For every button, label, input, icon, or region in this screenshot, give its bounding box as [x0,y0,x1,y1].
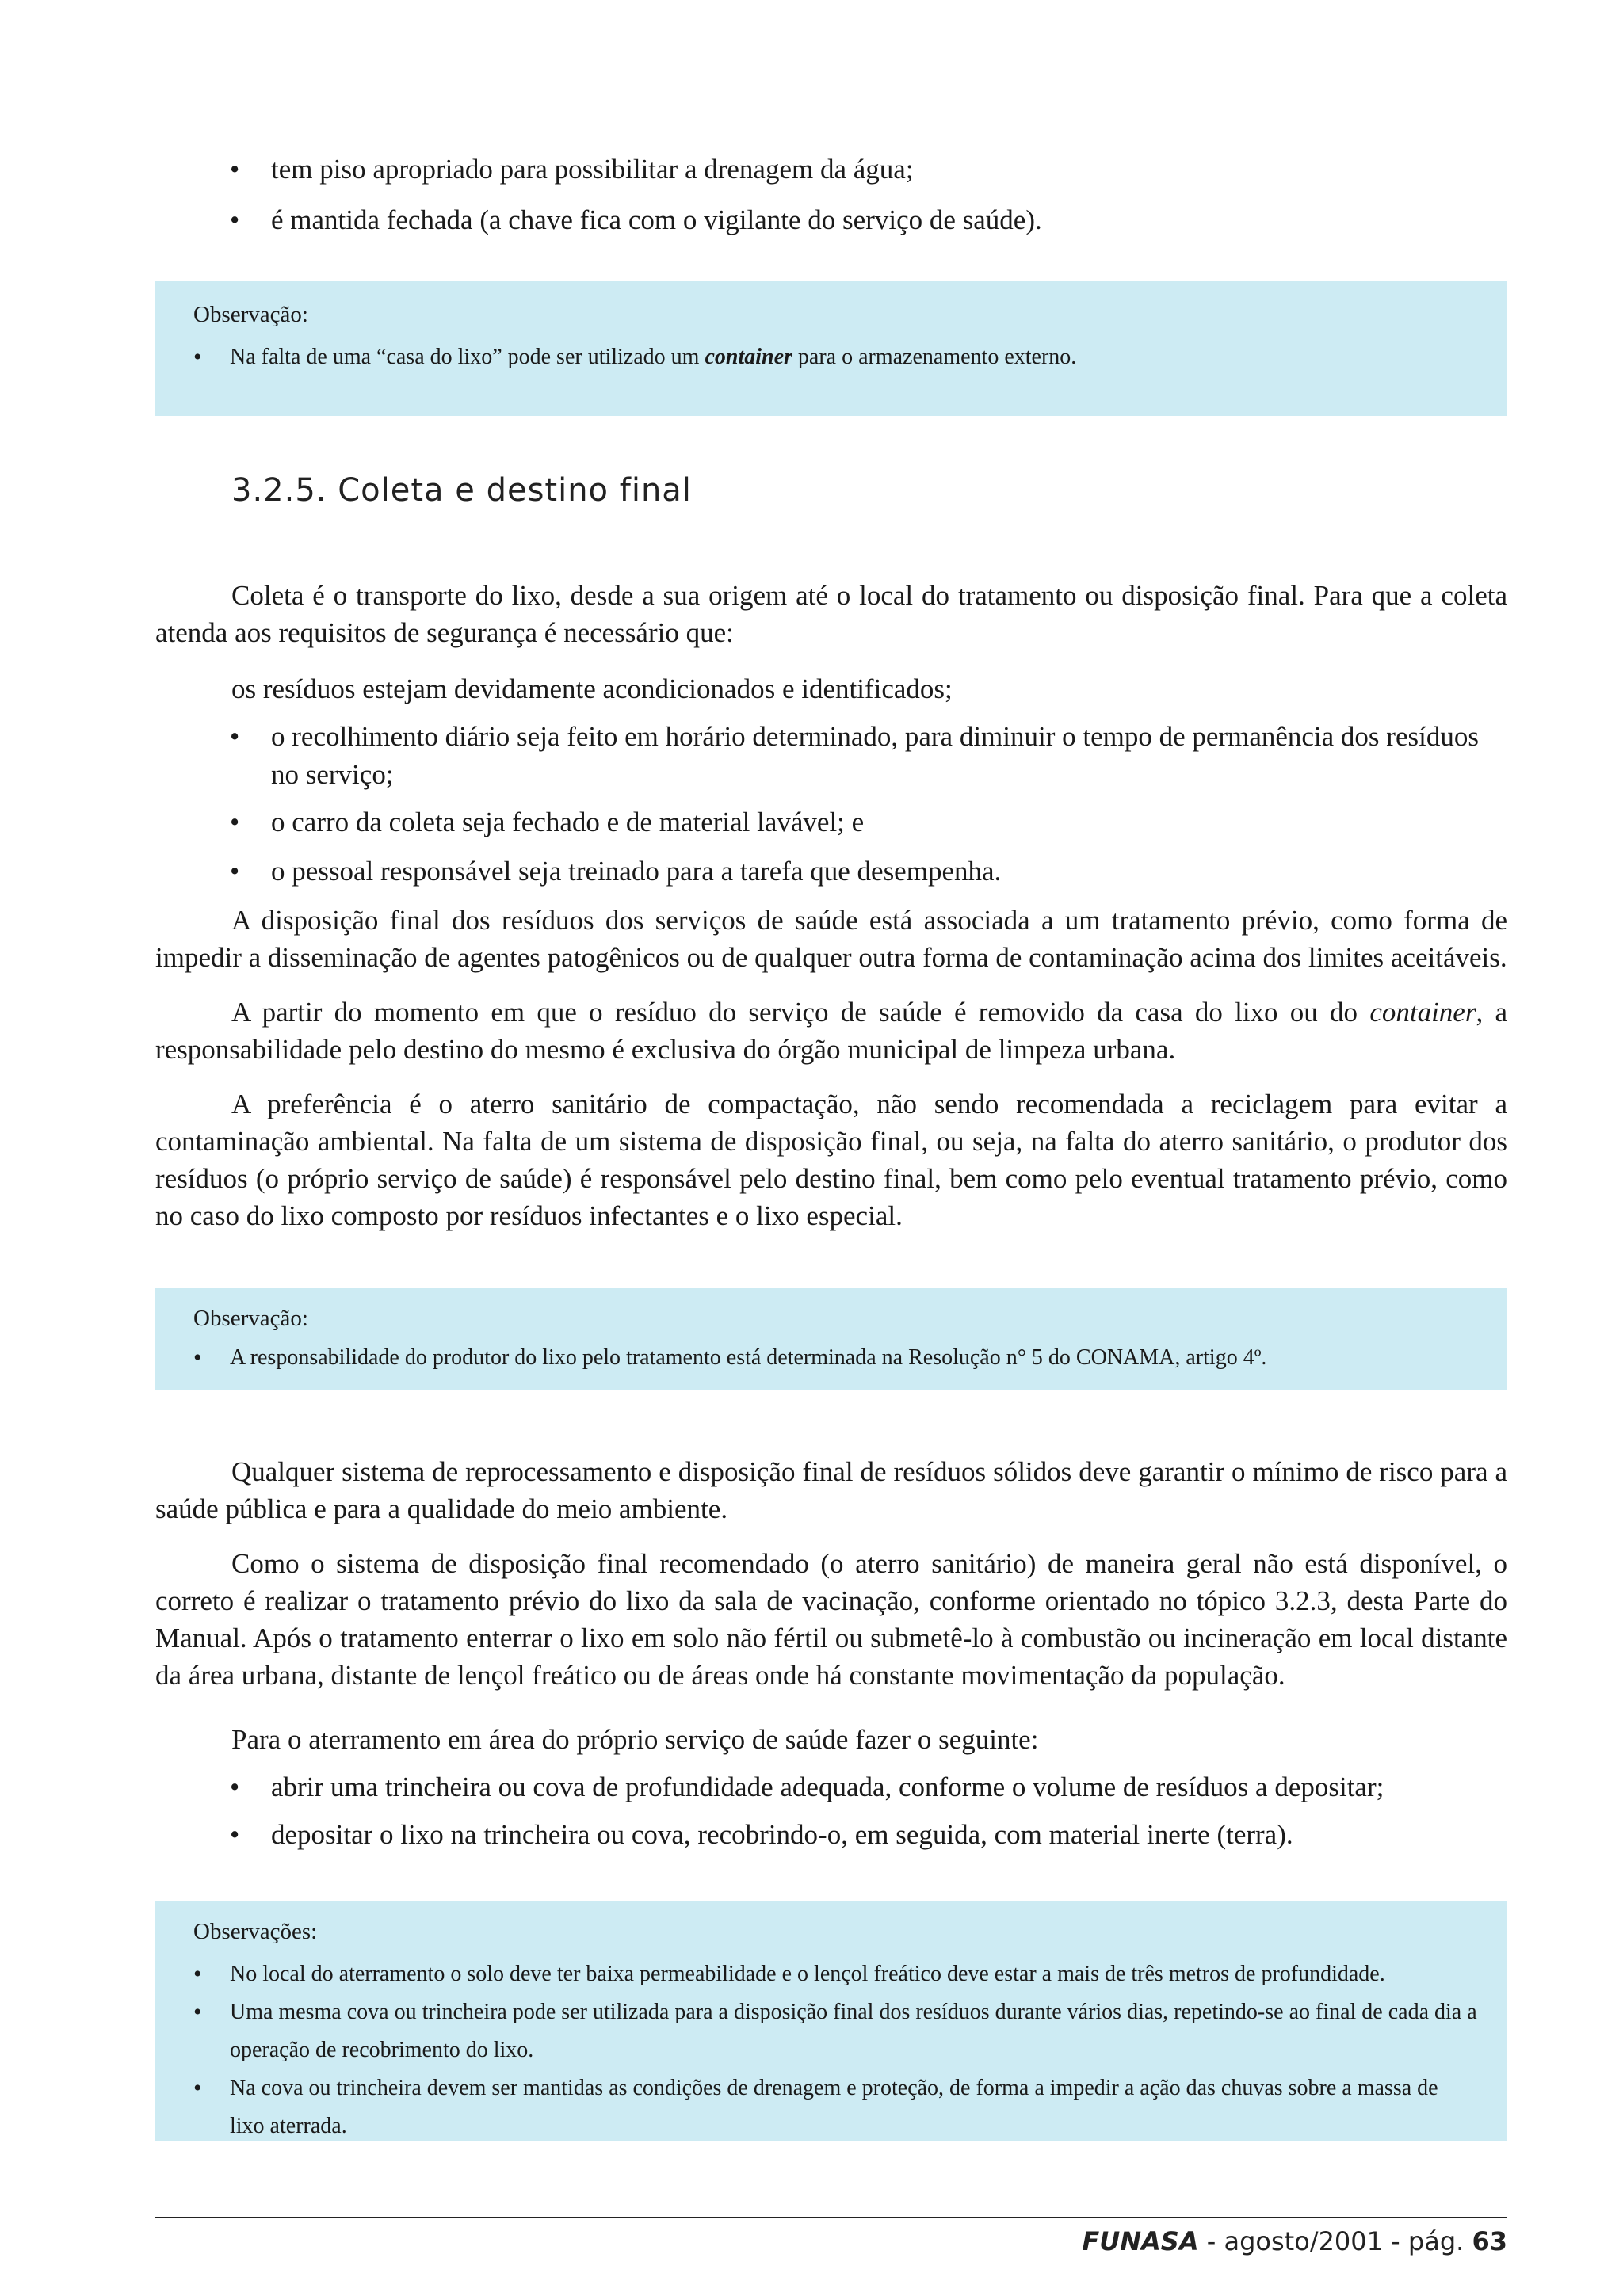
observation-item [193,338,1477,376]
bullet-icon: • [193,1344,202,1371]
bullet-icon: • [230,1819,240,1850]
list-item [230,1768,1506,1806]
observation-item-text: A responsabilidade do produtor do lixo pelo tratamento está determinada na Resolução n° 5 do CONAMA, artigo 4º. [230,1345,1267,1370]
bullet-icon: • [230,154,240,185]
list-intro: os resíduos estejam devidamente acondicionados e identificados; [231,673,953,704]
page-footer [1082,2226,1507,2256]
bullet-icon: • [230,1772,240,1802]
observation-title: Observação: [193,1306,308,1331]
observation-item [193,1955,1477,1993]
bullet-icon: • [193,1961,202,1987]
list-item-text: o recolhimento diário seja feito em horário determinado, para diminuir o tempo de permanência dos resíduos no serviço; [271,721,1479,790]
observation-item-text: No local do aterramento o solo deve ter baixa permeabilidade e o lençol freático deve estar a mais de três metros de profundidade. [230,1962,1385,1986]
list-item [230,718,1506,794]
list-item-text: abrir uma trincheira ou cova de profundidade adequada, conforme o volume de resíduos a depositar; [271,1772,1384,1802]
section-title: 3.2.5. Coleta e destino final [231,472,692,509]
list-item [230,201,1506,239]
list-item [230,1816,1506,1854]
list-item [230,852,1506,891]
paragraph: A disposição final dos resíduos dos serviços de saúde está associada a um tratamento prévio, como forma de impedir a disseminação de agentes patogênicos ou de qualquer outra forma de contaminação acima dos limites aceitáveis. [155,905,1507,973]
observation-box [155,1901,1507,2141]
list-item-text: tem piso apropriado para possibilitar a drenagem da água; [271,154,914,185]
paragraph: A preferência é o aterro sanitário de compactação, não sendo recomendada a reciclagem para evitar a contaminação ambiental. Na falta de um sistema de disposição final, ou seja, na falta do aterro sanitário, o produtor dos resíduos (o próprio serviço de saúde) é responsável pelo destino final, bem como pelo eventual tratamento prévio, como no caso do lixo composto por resíduos infectantes e o lixo especial. [155,1089,1507,1231]
list-item [230,151,1506,189]
footer-date: - agosto/2001 - pág. [1198,2226,1472,2256]
footer-brand: FUNASA [1082,2226,1199,2256]
observation-box [155,281,1507,416]
list-item [230,803,1506,841]
page-number: 63 [1472,2226,1507,2256]
observation-item [193,1339,1477,1377]
observation-item-text: Uma mesma cova ou trincheira pode ser utilizada para a disposição final dos resíduos durante vários dias, repetindo-se ao final de cada dia a operação de recobrimento do lixo. [230,2000,1477,2062]
observation-title: Observação: [193,302,308,327]
observation-item [193,2069,1477,2145]
bullet-icon: • [230,721,240,752]
bullet-icon: • [193,2075,202,2101]
observation-box [155,1288,1507,1390]
bullet-icon: • [230,807,240,837]
bullet-icon: • [193,344,202,370]
observation-item [193,1993,1477,2069]
bullet-icon: • [230,856,240,887]
paragraph: Coleta é o transporte do lixo, desde a sua origem até o local do tratamento ou disposição final. Para que a coleta atenda aos requisitos de segurança é necessário que: [155,580,1507,648]
bullet-icon: • [230,204,240,235]
observation-item-text: Na cova ou trincheira devem ser mantidas as condições de drenagem e proteção, de forma a impedir a ação das chuvas sobre a massa de lixo aterrada. [230,2076,1438,2138]
bullet-icon: • [193,1999,202,2025]
list-item-text: o carro da coleta seja fechado e de material lavável; e [271,807,865,837]
list-item-text: depositar o lixo na trincheira ou cova, recobrindo-o, em seguida, com material inerte (terra). [271,1819,1293,1850]
footer-divider [155,2217,1507,2218]
paragraph: Para o aterramento em área do próprio serviço de saúde fazer o seguinte: [231,1724,1039,1755]
observation-item-text: Na falta de uma “casa do lixo” pode ser utilizado um container para o armazenamento externo. [230,345,1077,369]
paragraph: Qualquer sistema de reprocessamento e disposição final de resíduos sólidos deve garantir o mínimo de risco para a saúde pública e para a qualidade do meio ambiente. [155,1456,1507,1524]
paragraph: A partir do momento em que o resíduo do serviço de saúde é removido da casa do lixo ou do container, a responsabilidade pelo destino do mesmo é exclusiva do órgão municipal de limpeza urbana. [155,997,1507,1065]
observation-title: Observações: [193,1919,318,1944]
paragraph: Como o sistema de disposição final recomendado (o aterro sanitário) de maneira geral não está disponível, o correto é realizar o tratamento prévio do lixo da sala de vacinação, conforme orientado no tópico 3.2.3, desta Parte do Manual. Após o tratamento enterrar o lixo em solo não fértil ou submetê-lo à combustão ou incineração em local distante da área urbana, distante de lençol freático ou de áreas onde há constante movimentação da população. [155,1548,1507,1691]
list-item-text: o pessoal responsável seja treinado para a tarefa que desempenha. [271,856,1002,887]
list-item-text: é mantida fechada (a chave fica com o vigilante do serviço de saúde). [271,204,1042,235]
